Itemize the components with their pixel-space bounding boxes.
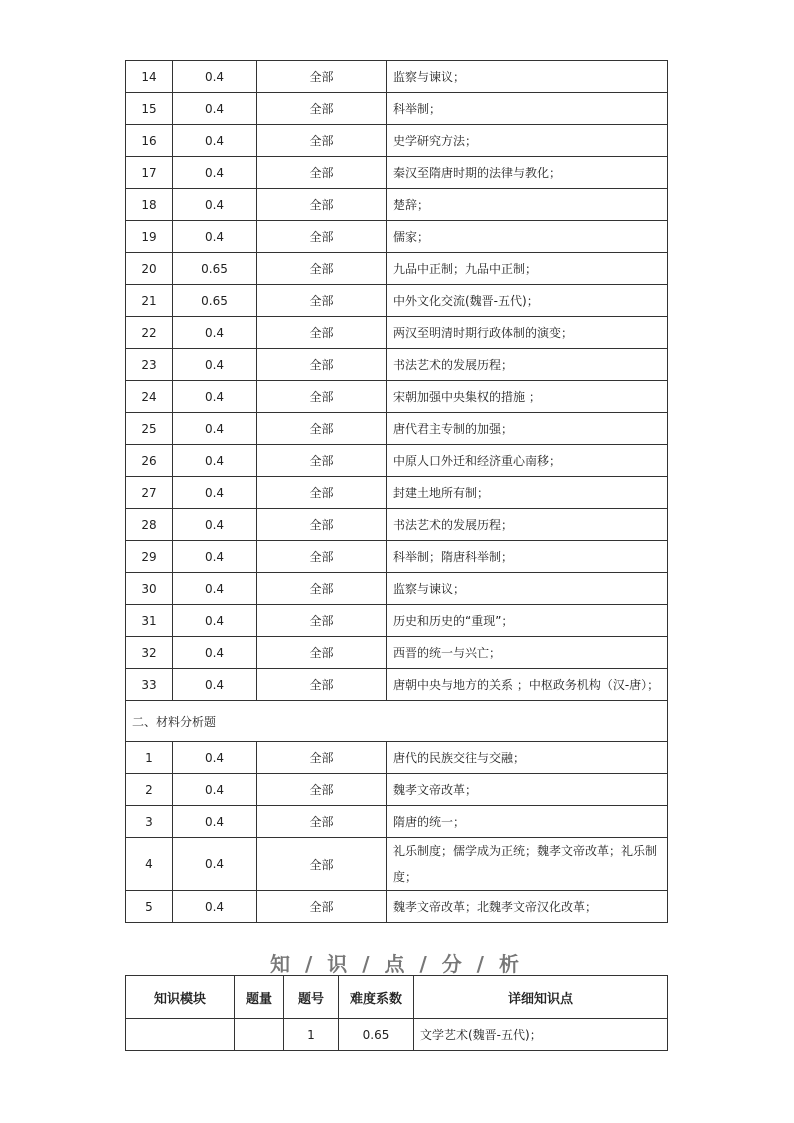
cell-number: 32 <box>126 637 173 669</box>
cell-scope: 全部 <box>257 61 387 93</box>
table-row <box>126 413 668 445</box>
table-row <box>126 445 668 477</box>
cell-number: 18 <box>126 189 173 221</box>
table-row <box>126 477 668 509</box>
header-difficulty: 难度系数 <box>339 976 414 1019</box>
table-row <box>126 573 668 605</box>
table-row <box>126 742 668 774</box>
cell-difficulty: 0.4 <box>173 477 257 509</box>
cell-point: 文学艺术(魏晋-五代)； <box>414 1019 668 1051</box>
cell-point: 魏孝文帝改革； <box>387 774 668 806</box>
cell-point: 书法艺术的发展历程； <box>387 509 668 541</box>
cell-point: 监察与谏议； <box>387 573 668 605</box>
cell-number: 31 <box>126 605 173 637</box>
cell-point: 两汉至明清时期行政体制的演变； <box>387 317 668 349</box>
cell-difficulty: 0.4 <box>173 93 257 125</box>
cell-number: 28 <box>126 509 173 541</box>
cell-point: 隋唐的统一； <box>387 806 668 838</box>
table-row <box>126 838 668 891</box>
cell-difficulty: 0.4 <box>173 891 257 923</box>
question-table <box>125 60 668 923</box>
cell-number: 19 <box>126 221 173 253</box>
cell-point: 史学研究方法； <box>387 125 668 157</box>
cell-scope: 全部 <box>257 605 387 637</box>
cell-difficulty: 0.4 <box>173 349 257 381</box>
cell-point: 宋朝加强中央集权的措施 ； <box>387 381 668 413</box>
cell-point: 西晋的统一与兴亡； <box>387 637 668 669</box>
cell-number: 33 <box>126 669 173 701</box>
cell-number: 1 <box>126 742 173 774</box>
cell-count <box>235 1019 284 1051</box>
cell-scope: 全部 <box>257 509 387 541</box>
table-row <box>126 93 668 125</box>
cell-module <box>126 1019 235 1051</box>
section-row <box>126 701 668 742</box>
table-row <box>126 806 668 838</box>
cell-point: 科举制；隋唐科举制； <box>387 541 668 573</box>
table-row <box>126 381 668 413</box>
cell-difficulty: 0.4 <box>173 157 257 189</box>
cell-number: 1 <box>284 1019 339 1051</box>
table-row <box>126 605 668 637</box>
cell-scope: 全部 <box>257 838 387 891</box>
cell-number: 3 <box>126 806 173 838</box>
cell-scope: 全部 <box>257 93 387 125</box>
cell-number: 22 <box>126 317 173 349</box>
cell-number: 16 <box>126 125 173 157</box>
header-module: 知识模块 <box>126 976 235 1019</box>
cell-number: 5 <box>126 891 173 923</box>
table-row <box>126 317 668 349</box>
cell-scope: 全部 <box>257 381 387 413</box>
cell-point: 历史和历史的“重现”； <box>387 605 668 637</box>
cell-point: 楚辞； <box>387 189 668 221</box>
cell-number: 27 <box>126 477 173 509</box>
cell-difficulty: 0.4 <box>173 637 257 669</box>
table-row <box>126 637 668 669</box>
cell-scope: 全部 <box>257 541 387 573</box>
cell-scope: 全部 <box>257 125 387 157</box>
cell-scope: 全部 <box>257 349 387 381</box>
cell-scope: 全部 <box>257 285 387 317</box>
cell-number: 20 <box>126 253 173 285</box>
cell-point: 唐朝中央与地方的关系 ；中枢政务机构（汉-唐）； <box>387 669 668 701</box>
cell-difficulty: 0.4 <box>173 221 257 253</box>
cell-number: 24 <box>126 381 173 413</box>
cell-number: 15 <box>126 93 173 125</box>
table-row <box>126 221 668 253</box>
cell-number: 25 <box>126 413 173 445</box>
cell-difficulty: 0.4 <box>173 605 257 637</box>
cell-point: 监察与谏议； <box>387 61 668 93</box>
cell-difficulty: 0.65 <box>173 285 257 317</box>
table-row <box>126 125 668 157</box>
table-row <box>126 1019 668 1051</box>
header-number: 题号 <box>284 976 339 1019</box>
cell-point: 中外文化交流(魏晋-五代)； <box>387 285 668 317</box>
section-heading: 二、材料分析题 <box>126 701 668 742</box>
cell-difficulty: 0.4 <box>173 509 257 541</box>
cell-difficulty: 0.4 <box>173 573 257 605</box>
cell-scope: 全部 <box>257 573 387 605</box>
cell-point: 秦汉至隋唐时期的法律与教化； <box>387 157 668 189</box>
cell-number: 4 <box>126 838 173 891</box>
cell-scope: 全部 <box>257 413 387 445</box>
cell-number: 21 <box>126 285 173 317</box>
table-row <box>126 349 668 381</box>
cell-number: 29 <box>126 541 173 573</box>
header-row <box>126 976 668 1019</box>
table-row <box>126 774 668 806</box>
cell-difficulty: 0.65 <box>173 253 257 285</box>
table-row <box>126 253 668 285</box>
table-row <box>126 509 668 541</box>
cell-scope: 全部 <box>257 637 387 669</box>
cell-difficulty: 0.4 <box>173 669 257 701</box>
cell-scope: 全部 <box>257 445 387 477</box>
cell-difficulty: 0.4 <box>173 413 257 445</box>
cell-scope: 全部 <box>257 477 387 509</box>
cell-number: 2 <box>126 774 173 806</box>
header-point: 详细知识点 <box>414 976 668 1019</box>
cell-difficulty: 0.4 <box>173 541 257 573</box>
cell-number: 17 <box>126 157 173 189</box>
cell-scope: 全部 <box>257 891 387 923</box>
cell-point: 科举制； <box>387 93 668 125</box>
cell-scope: 全部 <box>257 253 387 285</box>
cell-difficulty: 0.4 <box>173 838 257 891</box>
cell-number: 14 <box>126 61 173 93</box>
table-row <box>126 157 668 189</box>
table-row <box>126 891 668 923</box>
cell-number: 26 <box>126 445 173 477</box>
cell-point: 魏孝文帝改革；北魏孝文帝汉化改革； <box>387 891 668 923</box>
cell-point: 唐代的民族交往与交融； <box>387 742 668 774</box>
cell-point: 书法艺术的发展历程； <box>387 349 668 381</box>
cell-scope: 全部 <box>257 157 387 189</box>
table-row <box>126 541 668 573</box>
cell-scope: 全部 <box>257 221 387 253</box>
cell-difficulty: 0.4 <box>173 61 257 93</box>
cell-point: 儒家； <box>387 221 668 253</box>
cell-difficulty: 0.4 <box>173 125 257 157</box>
cell-point: 封建土地所有制； <box>387 477 668 509</box>
cell-difficulty: 0.4 <box>173 189 257 221</box>
cell-scope: 全部 <box>257 774 387 806</box>
table-row <box>126 669 668 701</box>
cell-difficulty: 0.4 <box>173 806 257 838</box>
cell-scope: 全部 <box>257 669 387 701</box>
cell-point: 唐代君主专制的加强； <box>387 413 668 445</box>
cell-number: 30 <box>126 573 173 605</box>
table-row <box>126 61 668 93</box>
cell-difficulty: 0.4 <box>173 445 257 477</box>
cell-point: 九品中正制；九品中正制； <box>387 253 668 285</box>
cell-number: 23 <box>126 349 173 381</box>
cell-point: 中原人口外迁和经济重心南移； <box>387 445 668 477</box>
cell-difficulty: 0.4 <box>173 742 257 774</box>
cell-difficulty: 0.4 <box>173 317 257 349</box>
cell-difficulty: 0.4 <box>173 774 257 806</box>
cell-difficulty: 0.65 <box>339 1019 414 1051</box>
cell-scope: 全部 <box>257 189 387 221</box>
page-title: 知 / 识 / 点 / 分 / 析 <box>270 952 523 976</box>
cell-scope: 全部 <box>257 806 387 838</box>
cell-scope: 全部 <box>257 317 387 349</box>
cell-point: 礼乐制度；儒学成为正统；魏孝文帝改革；礼乐制度； <box>387 838 668 891</box>
cell-difficulty: 0.4 <box>173 381 257 413</box>
table-row <box>126 189 668 221</box>
cell-scope: 全部 <box>257 742 387 774</box>
knowledge-table <box>125 975 668 1051</box>
table-row <box>126 285 668 317</box>
header-count: 题量 <box>235 976 284 1019</box>
